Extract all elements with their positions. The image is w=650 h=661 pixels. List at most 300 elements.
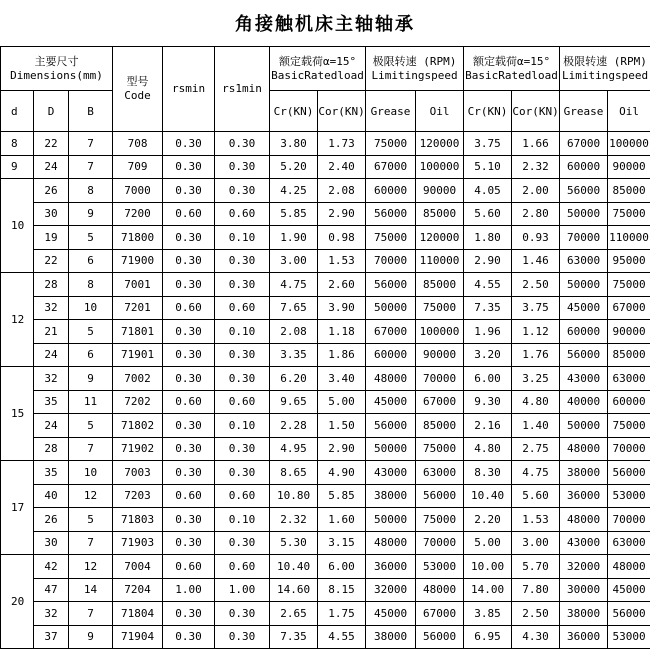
table-cell: 2.50 bbox=[512, 273, 560, 297]
table-cell: 4.55 bbox=[464, 273, 512, 297]
table-row bbox=[1, 226, 650, 250]
table-cell: 1.90 bbox=[270, 226, 318, 250]
page-title: 角接触机床主轴轴承 bbox=[235, 14, 415, 35]
table-cell: 32000 bbox=[560, 555, 608, 579]
table-cell: 0.30 bbox=[163, 602, 215, 626]
model-zh: 型号 bbox=[126, 75, 149, 88]
table-cell: 40000 bbox=[560, 390, 608, 414]
table-cell: 43000 bbox=[560, 531, 608, 555]
table-cell: 0.10 bbox=[215, 320, 270, 344]
table-cell: 1.73 bbox=[318, 132, 366, 156]
table-cell: 1.00 bbox=[215, 578, 270, 602]
table-cell: 71800 bbox=[113, 226, 163, 250]
table-cell: 0.30 bbox=[163, 155, 215, 179]
table-cell: 2.75 bbox=[512, 437, 560, 461]
table-row bbox=[1, 296, 650, 320]
table-cell: 10.40 bbox=[270, 555, 318, 579]
table-cell: 56000 bbox=[416, 484, 464, 508]
table-cell: 85000 bbox=[416, 202, 464, 226]
table-cell: 5.30 bbox=[270, 531, 318, 555]
table-cell: 0.30 bbox=[215, 461, 270, 485]
table-cell: 85000 bbox=[608, 179, 650, 203]
bore-diameter-cell: 12 bbox=[1, 273, 34, 367]
table-cell: 3.75 bbox=[512, 296, 560, 320]
table-cell: 1.75 bbox=[318, 602, 366, 626]
table-cell: 110000 bbox=[608, 226, 650, 250]
table-cell: 7202 bbox=[113, 390, 163, 414]
table-row bbox=[1, 625, 650, 649]
table-cell: 90000 bbox=[416, 343, 464, 367]
table-cell: 7002 bbox=[113, 367, 163, 391]
table-cell: 28 bbox=[34, 437, 69, 461]
table-cell: 0.10 bbox=[215, 508, 270, 532]
table-cell: 0.93 bbox=[512, 226, 560, 250]
table-cell: 95000 bbox=[608, 249, 650, 273]
table-cell: 8.30 bbox=[464, 461, 512, 485]
table-cell: 7 bbox=[69, 155, 113, 179]
table-cell: 100000 bbox=[608, 132, 650, 156]
table-cell: 30 bbox=[34, 531, 69, 555]
table-cell: 6.95 bbox=[464, 625, 512, 649]
table-cell: 63000 bbox=[416, 461, 464, 485]
table-cell: 2.40 bbox=[318, 155, 366, 179]
table-cell: 71802 bbox=[113, 414, 163, 438]
col-cor-2: Cor(KN) bbox=[512, 91, 560, 132]
table-cell: 53000 bbox=[608, 625, 650, 649]
table-cell: 5 bbox=[69, 414, 113, 438]
table-cell: 56000 bbox=[366, 202, 416, 226]
table-cell: 0.30 bbox=[163, 531, 215, 555]
table-cell: 4.75 bbox=[512, 461, 560, 485]
table-cell: 7200 bbox=[113, 202, 163, 226]
table-cell: 0.30 bbox=[215, 155, 270, 179]
rs1min-header: rs1min bbox=[215, 47, 270, 132]
table-cell: 100000 bbox=[416, 155, 464, 179]
table-cell: 36000 bbox=[560, 625, 608, 649]
table-cell: 50000 bbox=[366, 508, 416, 532]
table-cell: 0.30 bbox=[215, 343, 270, 367]
table-cell: 0.10 bbox=[215, 226, 270, 250]
table-cell: 2.16 bbox=[464, 414, 512, 438]
table-cell: 3.75 bbox=[464, 132, 512, 156]
table-cell: 0.60 bbox=[215, 202, 270, 226]
table-cell: 1.18 bbox=[318, 320, 366, 344]
table-cell: 6.00 bbox=[318, 555, 366, 579]
table-cell: 75000 bbox=[608, 202, 650, 226]
table-cell: 67000 bbox=[560, 132, 608, 156]
table-cell: 2.28 bbox=[270, 414, 318, 438]
table-cell: 38000 bbox=[560, 602, 608, 626]
table-cell: 2.08 bbox=[318, 179, 366, 203]
table-cell: 56000 bbox=[366, 414, 416, 438]
table-cell: 1.66 bbox=[512, 132, 560, 156]
table-cell: 2.00 bbox=[512, 179, 560, 203]
table-cell: 40 bbox=[34, 484, 69, 508]
table-row bbox=[1, 461, 650, 485]
table-cell: 0.30 bbox=[215, 132, 270, 156]
table-cell: 4.30 bbox=[512, 625, 560, 649]
table-row bbox=[1, 249, 650, 273]
table-cell: 1.53 bbox=[512, 508, 560, 532]
table-row bbox=[1, 578, 650, 602]
table-row bbox=[1, 555, 650, 579]
table-cell: 0.30 bbox=[163, 343, 215, 367]
table-cell: 14 bbox=[69, 578, 113, 602]
table-cell: 0.60 bbox=[163, 296, 215, 320]
table-cell: 60000 bbox=[366, 179, 416, 203]
table-cell: 75000 bbox=[608, 414, 650, 438]
table-cell: 90000 bbox=[608, 320, 650, 344]
table-cell: 10.80 bbox=[270, 484, 318, 508]
table-cell: 1.86 bbox=[318, 343, 366, 367]
table-cell: 8.65 bbox=[270, 461, 318, 485]
table-cell: 1.60 bbox=[318, 508, 366, 532]
table-cell: 2.20 bbox=[464, 508, 512, 532]
table-cell: 75000 bbox=[416, 296, 464, 320]
table-cell: 2.32 bbox=[270, 508, 318, 532]
table-cell: 1.12 bbox=[512, 320, 560, 344]
table-cell: 0.30 bbox=[215, 367, 270, 391]
table-cell: 0.60 bbox=[163, 202, 215, 226]
table-cell: 1.46 bbox=[512, 249, 560, 273]
header-row-sub bbox=[1, 91, 650, 132]
table-cell: 35 bbox=[34, 390, 69, 414]
load-en-2: BasicRatedload bbox=[465, 68, 558, 82]
table-cell: 7 bbox=[69, 531, 113, 555]
table-cell: 5.00 bbox=[464, 531, 512, 555]
table-cell: 11 bbox=[69, 390, 113, 414]
col-b: B bbox=[69, 91, 113, 132]
table-cell: 1.80 bbox=[464, 226, 512, 250]
bearing-table bbox=[0, 46, 650, 649]
table-cell: 50000 bbox=[560, 202, 608, 226]
table-cell: 71902 bbox=[113, 437, 163, 461]
speed-header-1 bbox=[366, 47, 464, 91]
table-cell: 3.25 bbox=[512, 367, 560, 391]
table-cell: 14.00 bbox=[464, 578, 512, 602]
table-cell: 70000 bbox=[366, 249, 416, 273]
table-row bbox=[1, 132, 650, 156]
table-cell: 45000 bbox=[366, 390, 416, 414]
table-cell: 3.40 bbox=[318, 367, 366, 391]
table-cell: 0.60 bbox=[163, 390, 215, 414]
table-cell: 32 bbox=[34, 296, 69, 320]
table-cell: 2.65 bbox=[270, 602, 318, 626]
table-cell: 70000 bbox=[608, 508, 650, 532]
table-cell: 0.30 bbox=[163, 226, 215, 250]
table-cell: 38000 bbox=[366, 484, 416, 508]
table-cell: 5.20 bbox=[270, 155, 318, 179]
table-cell: 85000 bbox=[416, 273, 464, 297]
table-cell: 75000 bbox=[608, 273, 650, 297]
speed-header-2 bbox=[560, 47, 650, 91]
table-cell: 0.30 bbox=[215, 273, 270, 297]
table-cell: 50000 bbox=[560, 273, 608, 297]
table-cell: 75000 bbox=[416, 508, 464, 532]
table-cell: 2.90 bbox=[318, 437, 366, 461]
table-cell: 100000 bbox=[416, 320, 464, 344]
table-row bbox=[1, 390, 650, 414]
table-cell: 47 bbox=[34, 578, 69, 602]
table-cell: 0.30 bbox=[215, 249, 270, 273]
table-cell: 0.30 bbox=[163, 249, 215, 273]
table-cell: 70000 bbox=[560, 226, 608, 250]
table-cell: 2.60 bbox=[318, 273, 366, 297]
table-cell: 90000 bbox=[416, 179, 464, 203]
table-cell: 0.98 bbox=[318, 226, 366, 250]
table-cell: 50000 bbox=[366, 296, 416, 320]
table-cell: 0.30 bbox=[215, 437, 270, 461]
table-cell: 32 bbox=[34, 602, 69, 626]
table-cell: 7.35 bbox=[270, 625, 318, 649]
table-cell: 0.30 bbox=[163, 132, 215, 156]
table-cell: 4.55 bbox=[318, 625, 366, 649]
table-cell: 53000 bbox=[416, 555, 464, 579]
table-cell: 42 bbox=[34, 555, 69, 579]
table-cell: 7000 bbox=[113, 179, 163, 203]
table-cell: 5.60 bbox=[464, 202, 512, 226]
table-row bbox=[1, 273, 650, 297]
speed-zh-2: 极限转速 (RPM) bbox=[563, 54, 647, 68]
table-cell: 21 bbox=[34, 320, 69, 344]
table-cell: 43000 bbox=[560, 367, 608, 391]
table-cell: 3.90 bbox=[318, 296, 366, 320]
table-cell: 67000 bbox=[416, 602, 464, 626]
table-cell: 36000 bbox=[560, 484, 608, 508]
table-cell: 43000 bbox=[366, 461, 416, 485]
table-cell: 67000 bbox=[608, 296, 650, 320]
table-cell: 71901 bbox=[113, 343, 163, 367]
table-cell: 0.60 bbox=[215, 484, 270, 508]
col-cor-1: Cor(KN) bbox=[318, 91, 366, 132]
table-cell: 63000 bbox=[608, 367, 650, 391]
table-cell: 3.00 bbox=[512, 531, 560, 555]
table-cell: 0.30 bbox=[163, 273, 215, 297]
table-cell: 0.30 bbox=[163, 320, 215, 344]
table-cell: 5.70 bbox=[512, 555, 560, 579]
table-cell: 1.76 bbox=[512, 343, 560, 367]
table-cell: 7.65 bbox=[270, 296, 318, 320]
table-row bbox=[1, 484, 650, 508]
bore-diameter-cell: 17 bbox=[1, 461, 34, 555]
table-cell: 12 bbox=[69, 484, 113, 508]
table-cell: 10 bbox=[69, 461, 113, 485]
speed-zh-1: 极限转速 (RPM) bbox=[372, 54, 457, 68]
table-cell: 24 bbox=[34, 343, 69, 367]
table-cell: 32000 bbox=[366, 578, 416, 602]
table-cell: 6.00 bbox=[464, 367, 512, 391]
table-cell: 7204 bbox=[113, 578, 163, 602]
table-cell: 0.30 bbox=[215, 602, 270, 626]
table-cell: 63000 bbox=[560, 249, 608, 273]
table-cell: 0.30 bbox=[215, 531, 270, 555]
table-cell: 2.90 bbox=[464, 249, 512, 273]
table-cell: 110000 bbox=[416, 249, 464, 273]
table-cell: 4.75 bbox=[270, 273, 318, 297]
table-cell: 75000 bbox=[416, 437, 464, 461]
table-cell: 56000 bbox=[608, 602, 650, 626]
table-cell: 22 bbox=[34, 249, 69, 273]
table-cell: 0.60 bbox=[163, 555, 215, 579]
table-cell: 2.90 bbox=[318, 202, 366, 226]
table-cell: 60000 bbox=[560, 320, 608, 344]
table-cell: 10.40 bbox=[464, 484, 512, 508]
table-row bbox=[1, 508, 650, 532]
table-cell: 30 bbox=[34, 202, 69, 226]
table-cell: 9 bbox=[69, 367, 113, 391]
table-cell: 4.90 bbox=[318, 461, 366, 485]
col-cr-1: Cr(KN) bbox=[270, 91, 318, 132]
table-cell: 28 bbox=[34, 273, 69, 297]
table-cell: 709 bbox=[113, 155, 163, 179]
table-cell: 48000 bbox=[560, 437, 608, 461]
table-cell: 71900 bbox=[113, 249, 163, 273]
table-cell: 4.05 bbox=[464, 179, 512, 203]
table-cell: 56000 bbox=[416, 625, 464, 649]
table-cell: 38000 bbox=[366, 625, 416, 649]
table-cell: 71803 bbox=[113, 508, 163, 532]
table-cell: 6 bbox=[69, 249, 113, 273]
table-row bbox=[1, 367, 650, 391]
table-cell: 22 bbox=[34, 132, 69, 156]
table-cell: 7201 bbox=[113, 296, 163, 320]
table-cell: 8.15 bbox=[318, 578, 366, 602]
table-row bbox=[1, 155, 650, 179]
speed-en-2: Limitingspeed bbox=[561, 68, 649, 82]
table-cell: 32 bbox=[34, 367, 69, 391]
col-d: d bbox=[1, 91, 34, 132]
table-cell: 3.00 bbox=[270, 249, 318, 273]
table-cell: 14.60 bbox=[270, 578, 318, 602]
table-cell: 2.08 bbox=[270, 320, 318, 344]
table-cell: 75000 bbox=[366, 132, 416, 156]
load-header-2 bbox=[464, 47, 560, 91]
table-cell: 7.80 bbox=[512, 578, 560, 602]
table-cell: 37 bbox=[34, 625, 69, 649]
table-cell: 48000 bbox=[366, 367, 416, 391]
table-row bbox=[1, 343, 650, 367]
table-cell: 1.50 bbox=[318, 414, 366, 438]
table-cell: 5 bbox=[69, 320, 113, 344]
table-cell: 9.65 bbox=[270, 390, 318, 414]
table-cell: 36000 bbox=[366, 555, 416, 579]
table-row bbox=[1, 202, 650, 226]
table-cell: 7.35 bbox=[464, 296, 512, 320]
table-body bbox=[1, 132, 650, 649]
col-oil-2: Oil bbox=[608, 91, 650, 132]
table-cell: 8 bbox=[69, 179, 113, 203]
table-cell: 3.20 bbox=[464, 343, 512, 367]
table-cell: 4.80 bbox=[512, 390, 560, 414]
dimensions-zh: 主要尺寸 bbox=[34, 54, 79, 68]
table-cell: 0.30 bbox=[163, 179, 215, 203]
table-cell: 1.00 bbox=[163, 578, 215, 602]
table-cell: 10.00 bbox=[464, 555, 512, 579]
model-header bbox=[113, 47, 163, 132]
table-cell: 0.30 bbox=[163, 625, 215, 649]
table-cell: 48000 bbox=[366, 531, 416, 555]
bore-diameter-cell: 9 bbox=[1, 155, 34, 179]
dimensions-en: Dimensions(mm) bbox=[10, 68, 103, 82]
table-cell: 0.30 bbox=[215, 625, 270, 649]
table-cell: 70000 bbox=[416, 531, 464, 555]
table-cell: 1.53 bbox=[318, 249, 366, 273]
col-outer-d: D bbox=[34, 91, 69, 132]
table-cell: 2.50 bbox=[512, 602, 560, 626]
table-cell: 7003 bbox=[113, 461, 163, 485]
load-zh-2: 额定载荷α=15° bbox=[472, 54, 551, 68]
table-cell: 67000 bbox=[366, 155, 416, 179]
table-cell: 67000 bbox=[416, 390, 464, 414]
table-cell: 24 bbox=[34, 155, 69, 179]
bore-diameter-cell: 10 bbox=[1, 179, 34, 273]
table-row bbox=[1, 414, 650, 438]
col-grease-2: Grease bbox=[560, 91, 608, 132]
table-cell: 3.85 bbox=[464, 602, 512, 626]
table-cell: 63000 bbox=[608, 531, 650, 555]
table-cell: 50000 bbox=[366, 437, 416, 461]
table-cell: 0.60 bbox=[215, 555, 270, 579]
table-cell: 7 bbox=[69, 437, 113, 461]
table-cell: 53000 bbox=[608, 484, 650, 508]
table-cell: 6 bbox=[69, 343, 113, 367]
table-cell: 56000 bbox=[560, 343, 608, 367]
table-cell: 48000 bbox=[416, 578, 464, 602]
table-cell: 0.30 bbox=[163, 367, 215, 391]
table-cell: 0.30 bbox=[215, 179, 270, 203]
table-cell: 75000 bbox=[366, 226, 416, 250]
table-cell: 10 bbox=[69, 296, 113, 320]
speed-en-1: Limitingspeed bbox=[371, 68, 458, 82]
table-cell: 5 bbox=[69, 508, 113, 532]
table-cell: 9 bbox=[69, 202, 113, 226]
table-cell: 35 bbox=[34, 461, 69, 485]
table-cell: 4.80 bbox=[464, 437, 512, 461]
table-cell: 5.85 bbox=[270, 202, 318, 226]
table-cell: 5.60 bbox=[512, 484, 560, 508]
table-cell: 60000 bbox=[560, 155, 608, 179]
col-oil-1: Oil bbox=[416, 91, 464, 132]
table-cell: 1.96 bbox=[464, 320, 512, 344]
rsmin-header: rsmin bbox=[163, 47, 215, 132]
table-cell: 120000 bbox=[416, 132, 464, 156]
table-cell: 708 bbox=[113, 132, 163, 156]
table-row bbox=[1, 602, 650, 626]
table-row bbox=[1, 320, 650, 344]
table-cell: 0.60 bbox=[215, 390, 270, 414]
table-cell: 0.30 bbox=[163, 461, 215, 485]
table-cell: 30000 bbox=[560, 578, 608, 602]
table-cell: 3.35 bbox=[270, 343, 318, 367]
table-cell: 56000 bbox=[366, 273, 416, 297]
table-cell: 5.85 bbox=[318, 484, 366, 508]
table-cell: 6.20 bbox=[270, 367, 318, 391]
table-cell: 4.95 bbox=[270, 437, 318, 461]
table-cell: 45000 bbox=[366, 602, 416, 626]
table-cell: 26 bbox=[34, 179, 69, 203]
table-cell: 7001 bbox=[113, 273, 163, 297]
table-cell: 85000 bbox=[608, 343, 650, 367]
dimensions-header bbox=[1, 47, 113, 91]
table-cell: 9 bbox=[69, 625, 113, 649]
col-cr-2: Cr(KN) bbox=[464, 91, 512, 132]
table-cell: 1.40 bbox=[512, 414, 560, 438]
table-cell: 56000 bbox=[560, 179, 608, 203]
table-cell: 60000 bbox=[366, 343, 416, 367]
table-cell: 71801 bbox=[113, 320, 163, 344]
table-cell: 71904 bbox=[113, 625, 163, 649]
table-cell: 71804 bbox=[113, 602, 163, 626]
